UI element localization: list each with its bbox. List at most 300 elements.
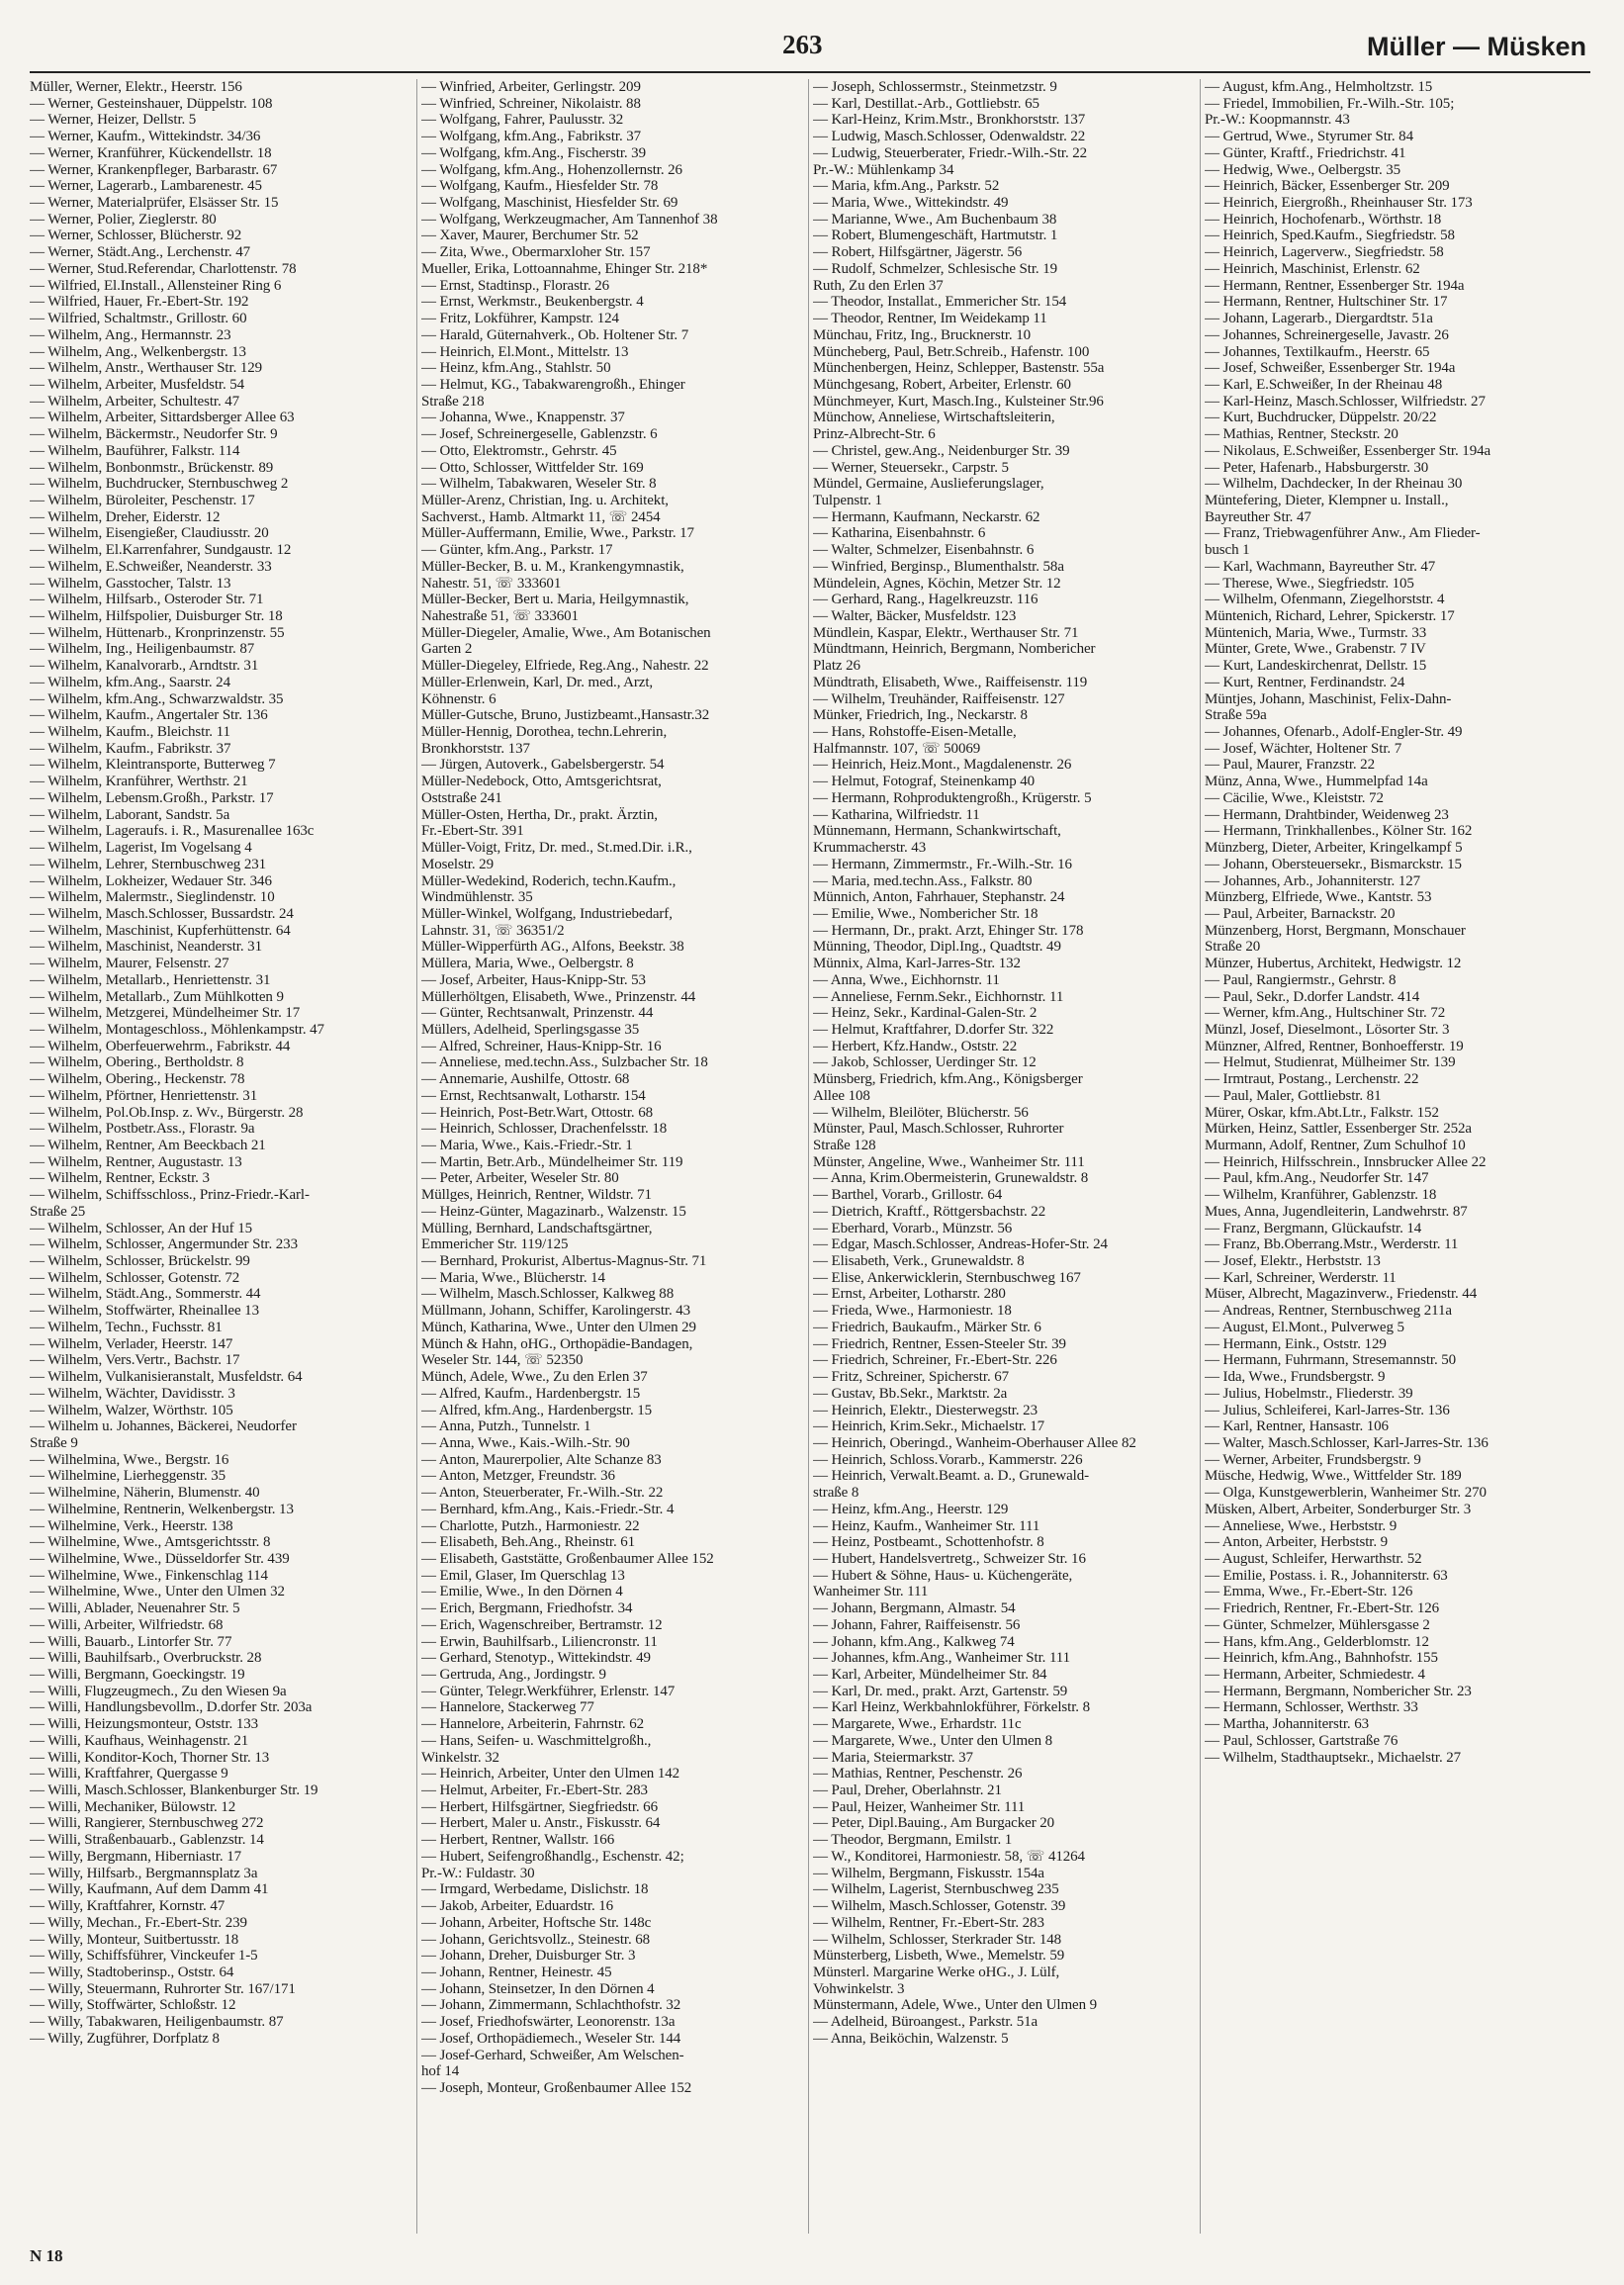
directory-entry: — Andreas, Rentner, Sternbuschweg 211a bbox=[1205, 1303, 1452, 1320]
directory-entry: — Cäcilie, Wwe., Kleiststr. 72 bbox=[1205, 789, 1384, 806]
directory-entry: — Elisabeth, Gaststätte, Großenbaumer Allee 152 bbox=[421, 1550, 714, 1567]
directory-entry: — Wilhelm, Ang., Hermannstr. 23 bbox=[30, 326, 231, 343]
directory-entry: — Wilhelm, Ang., Welkenbergstr. 13 bbox=[30, 343, 246, 360]
directory-entry: — Heinrich, Eiergroßh., Rheinhauser Str. 173 bbox=[1205, 195, 1473, 212]
directory-entry: — Anna, Wwe., Kais.-Wilh.-Str. 90 bbox=[421, 1434, 630, 1451]
directory-entry: — Wilhelm, Büroleiter, Peschenstr. 17 bbox=[30, 492, 255, 508]
directory-entry: Müller-Wipperfürth AG., Alfons, Beekstr. 38 bbox=[421, 939, 684, 956]
directory-entry: — Josef-Gerhard, Schweißer, Am Welschen- bbox=[421, 2047, 684, 2063]
directory-entry: — Anneliese, Wwe., Herbststr. 9 bbox=[1205, 1517, 1398, 1534]
directory-entry: Münchenbergen, Heinz, Schlepper, Bastenstr. 55a bbox=[813, 360, 1105, 377]
directory-entry: — Jakob, Schlosser, Uerdinger Str. 12 bbox=[813, 1054, 1037, 1071]
directory-entry: — Wilhelm, Anstr., Werthauser Str. 129 bbox=[30, 360, 263, 377]
directory-entry: — Werner, Materialprüfer, Elsässer Str. 15 bbox=[30, 195, 279, 212]
directory-entry: — Peter, Arbeiter, Weseler Str. 80 bbox=[421, 1170, 619, 1187]
directory-entry: — Irmgard, Werbedame, Dislichstr. 18 bbox=[421, 1881, 649, 1898]
directory-entry: — Wilhelm, Lagerist, Im Vogelsang 4 bbox=[30, 840, 252, 857]
directory-entry: — Willy, Stoffwärter, Schloßstr. 12 bbox=[30, 1997, 236, 2014]
directory-entry: — Hans, Seifen- u. Waschmittelgroßh., bbox=[421, 1732, 652, 1749]
page-number: 263 bbox=[782, 30, 823, 59]
directory-entry: — Hubert, Handelsvertretg., Schweizer Str. 16 bbox=[813, 1550, 1086, 1567]
directory-column-1 bbox=[30, 79, 411, 2234]
directory-entry: Münchgesang, Robert, Arbeiter, Erlenstr. 60 bbox=[813, 376, 1071, 393]
directory-entry: — Helmut, KG., Tabakwarengroßh., Ehinger bbox=[421, 376, 685, 393]
directory-entry: — August, Schleifer, Herwarthstr. 52 bbox=[1205, 1550, 1422, 1567]
directory-entry: Wanheimer Str. 111 bbox=[813, 1584, 929, 1600]
directory-entry: Müller-Arenz, Christian, Ing. u. Architekt, bbox=[421, 492, 669, 508]
directory-entry: Prinz-Albrecht-Str. 6 bbox=[813, 426, 936, 443]
directory-entry: — Julius, Schleiferei, Karl-Jarres-Str. 136 bbox=[1205, 1402, 1450, 1418]
directory-entry: — Maria, kfm.Ang., Parkstr. 52 bbox=[813, 178, 1000, 195]
directory-entry: — Wilhelm, Pförtner, Henriettenstr. 31 bbox=[30, 1087, 258, 1104]
directory-entry: Straße 9 bbox=[30, 1434, 78, 1451]
directory-entry: — Wilhelm, Schlosser, Sterkrader Str. 148 bbox=[813, 1931, 1062, 1948]
directory-entry: — Werner, Kaufm., Wittekindstr. 34/36 bbox=[30, 129, 261, 145]
directory-entry: — Wolfgang, kfm.Ang., Fischerstr. 39 bbox=[421, 144, 646, 161]
directory-entry: — Wolfgang, kfm.Ang., Hohenzollernstr. 26 bbox=[421, 161, 682, 178]
directory-entry: Münchow, Anneliese, Wirtschaftsleiterin, bbox=[813, 410, 1055, 426]
directory-entry: — Willi, Flugzeugmech., Zu den Wiesen 9a bbox=[30, 1683, 287, 1699]
directory-entry: — Anton, Metzger, Freundstr. 36 bbox=[421, 1468, 615, 1485]
directory-entry: — Heinrich, Post-Betr.Wart, Ottostr. 68 bbox=[421, 1104, 654, 1121]
directory-entry: — Therese, Wwe., Siegfriedstr. 105 bbox=[1205, 575, 1414, 592]
directory-entry: — Wilhelm, Ing., Heiligenbaumstr. 87 bbox=[30, 641, 255, 658]
directory-entry: Nahestraße 51, ☏ 333601 bbox=[421, 608, 579, 624]
directory-entry: — Wilhelm, Kanalvorarb., Arndtstr. 31 bbox=[30, 658, 259, 675]
directory-entry: — Joseph, Schlossermstr., Steinmetzstr. 9 bbox=[813, 79, 1057, 95]
directory-entry: — Wolfgang, Maschinist, Hiesfelder Str. 69 bbox=[421, 195, 678, 212]
directory-entry: — Winfried, Arbeiter, Gerlingstr. 209 bbox=[421, 79, 641, 95]
directory-entry: — Heinz, kfm.Ang., Heerstr. 129 bbox=[813, 1501, 1009, 1517]
directory-entry: — Willi, Rangierer, Sternbuschweg 272 bbox=[30, 1815, 264, 1832]
directory-entry: — Wolfgang, Fahrer, Paulusstr. 32 bbox=[421, 112, 624, 129]
directory-entry: Lahnstr. 31, ☏ 36351/2 bbox=[421, 922, 565, 939]
directory-entry: — Willy, Stadtoberinsp., Oststr. 64 bbox=[30, 1964, 234, 1980]
directory-column-2 bbox=[421, 79, 803, 2234]
directory-entry: — Johanna, Wwe., Knappenstr. 37 bbox=[421, 410, 625, 426]
directory-entry: — Joseph, Monteur, Großenbaumer Allee 152 bbox=[421, 2079, 692, 2096]
directory-entry: — Anna, Wwe., Eichhornstr. 11 bbox=[813, 971, 1000, 988]
directory-entry: — Friedrich, Rentner, Essen-Steeler Str. 39 bbox=[813, 1335, 1066, 1352]
directory-entry: — Willi, Bergmann, Goeckingstr. 19 bbox=[30, 1667, 245, 1683]
directory-entry: — Annemarie, Aushilfe, Ottostr. 68 bbox=[421, 1071, 630, 1088]
directory-entry: — Gertrud, Wwe., Styrumer Str. 84 bbox=[1205, 129, 1413, 145]
directory-entry: Münsterberg, Lisbeth, Wwe., Memelstr. 59 bbox=[813, 1948, 1065, 1965]
directory-entry: Mündelein, Agnes, Köchin, Metzer Str. 12 bbox=[813, 575, 1061, 592]
directory-entry: Weseler Str. 144, ☏ 52350 bbox=[421, 1352, 584, 1369]
directory-entry: — Heinrich, Oberingd., Wanheim-Oberhauser Allee 82 bbox=[813, 1434, 1136, 1451]
directory-entry: — Wilhelm, Masch.Schlosser, Gotenstr. 39 bbox=[813, 1898, 1066, 1915]
directory-entry: — Hermann, Arbeiter, Schmiedestr. 4 bbox=[1205, 1667, 1425, 1683]
directory-entry: — Hermann, Drahtbinder, Weidenweg 23 bbox=[1205, 806, 1449, 823]
directory-entry: — Wilhelm, Arbeiter, Musfeldstr. 54 bbox=[30, 376, 245, 393]
directory-entry: — Hermann, Eink., Oststr. 129 bbox=[1205, 1335, 1387, 1352]
directory-entry: Moselstr. 29 bbox=[421, 856, 494, 872]
directory-entry: — Alfred, Schreiner, Haus-Knipp-Str. 16 bbox=[421, 1038, 662, 1054]
directory-entry: — Adelheid, Büroangest., Parkstr. 51a bbox=[813, 2014, 1038, 2031]
directory-entry: — Werner, Städt.Ang., Lerchenstr. 47 bbox=[30, 244, 251, 261]
directory-entry: — Günter, Telegr.Werkführer, Erlenstr. 147 bbox=[421, 1683, 676, 1699]
directory-entry: — Wilhelmine, Näherin, Blumenstr. 40 bbox=[30, 1485, 260, 1502]
directory-entry: — Karl, Schreiner, Werderstr. 11 bbox=[1205, 1269, 1397, 1286]
directory-entry: Müsche, Hedwig, Wwe., Wittfelder Str. 189 bbox=[1205, 1468, 1462, 1485]
directory-entry: Krummacherstr. 43 bbox=[813, 840, 927, 857]
directory-entry: — Karl, Dr. med., prakt. Arzt, Gartenstr. 59 bbox=[813, 1683, 1068, 1699]
directory-entry: — Werner, Heizer, Dellstr. 5 bbox=[30, 112, 197, 129]
directory-entry: Winkelstr. 32 bbox=[421, 1749, 499, 1766]
directory-entry: — Wilhelm, Vulkanisieranstalt, Musfeldstr. 64 bbox=[30, 1369, 303, 1386]
directory-entry: Bayreuther Str. 47 bbox=[1205, 508, 1311, 525]
directory-entry: Müller, Werner, Elektr., Heerstr. 156 bbox=[30, 79, 242, 95]
directory-entry: — Willy, Hilfsarb., Bergmannsplatz 3a bbox=[30, 1865, 258, 1881]
directory-entry: — Werner, Schlosser, Blücherstr. 92 bbox=[30, 228, 242, 244]
directory-entry: — Johann, Bergmann, Almastr. 54 bbox=[813, 1600, 1016, 1617]
directory-entry: — Johannes, Arb., Johanniterstr. 127 bbox=[1205, 872, 1421, 889]
directory-entry: Münster, Paul, Masch.Schlosser, Ruhrorter bbox=[813, 1121, 1064, 1138]
directory-entry: — Nikolaus, E.Schweißer, Essenberger Str. 194a bbox=[1205, 442, 1491, 459]
directory-entry: — Karl, Wachmann, Bayreuther Str. 47 bbox=[1205, 558, 1436, 575]
directory-entry: — Gerhard, Stenotyp., Wittekindstr. 49 bbox=[421, 1650, 651, 1667]
directory-entry: — Hedwig, Wwe., Oelbergstr. 35 bbox=[1205, 161, 1401, 178]
directory-entry: — Margarete, Wwe., Erhardstr. 11c bbox=[813, 1716, 1022, 1733]
directory-entry: — Anna, Krim.Obermeisterin, Grunewaldstr. 8 bbox=[813, 1170, 1089, 1187]
directory-entry: Münz, Anna, Wwe., Hummelpfad 14a bbox=[1205, 774, 1428, 790]
directory-entry: — Wilhelm, Bäckermstr., Neudorfer Str. 9 bbox=[30, 426, 278, 443]
directory-entry: — Julius, Hobelmstr., Fliederstr. 39 bbox=[1205, 1385, 1413, 1402]
directory-entry: — Wilhelmine, Rentnerin, Welkenbergstr. 13 bbox=[30, 1501, 294, 1517]
directory-entry: — Paul, Heizer, Wanheimer Str. 111 bbox=[813, 1798, 1026, 1815]
directory-entry: — Hans, Rohstoffe-Eisen-Metalle, bbox=[813, 724, 1017, 741]
directory-entry: — Wilhelm, Walzer, Wörthstr. 105 bbox=[30, 1402, 233, 1418]
page-header bbox=[0, 0, 1624, 73]
directory-entry: Pr.-W.: Mühlenkamp 34 bbox=[813, 161, 954, 178]
directory-entry: — Werner, kfm.Ang., Hultschiner Str. 72 bbox=[1205, 1005, 1446, 1022]
directory-entry: Straße 128 bbox=[813, 1138, 876, 1153]
directory-entry: — Hubert & Söhne, Haus- u. Küchengeräte, bbox=[813, 1567, 1073, 1584]
directory-entry: — Willy, Bergmann, Hiberniastr. 17 bbox=[30, 1848, 242, 1865]
directory-entry: — Josef, Arbeiter, Haus-Knipp-Str. 53 bbox=[421, 971, 646, 988]
directory-entry: Mürer, Oskar, kfm.Abt.Ltr., Falkstr. 152 bbox=[1205, 1104, 1439, 1121]
directory-entry: — Wilhelm, Stoffwärter, Rheinallee 13 bbox=[30, 1303, 259, 1320]
directory-entry: — Wilhelm, Kleintransporte, Butterweg 7 bbox=[30, 757, 276, 774]
directory-entry: — Martha, Johanniterstr. 63 bbox=[1205, 1716, 1370, 1733]
directory-entry: — Anna, Putzh., Tunnelstr. 1 bbox=[421, 1418, 591, 1435]
directory-entry: — Wilhelm, Maurer, Felsenstr. 27 bbox=[30, 956, 229, 972]
directory-entry: — Wilhelm, Kaufm., Bleichstr. 11 bbox=[30, 724, 230, 741]
directory-entry: — Josef, Orthopädiemech., Weseler Str. 144 bbox=[421, 2030, 681, 2047]
directory-entry: — Wilhelm, Dachdecker, In der Rheinau 30 bbox=[1205, 476, 1463, 493]
directory-entry: — Günter, kfm.Ang., Parkstr. 17 bbox=[421, 542, 613, 559]
directory-entry: — Hermann, Fuhrmann, Stresemannstr. 50 bbox=[1205, 1352, 1457, 1369]
directory-entry: — Wilhelm, Obering., Heckenstr. 78 bbox=[30, 1071, 245, 1088]
directory-entry: — Paul, Maler, Gottliebstr. 81 bbox=[1205, 1087, 1382, 1104]
directory-entry: — Hans, kfm.Ang., Gelderblomstr. 12 bbox=[1205, 1633, 1429, 1650]
directory-entry: — Johann, Fahrer, Raiffeisenstr. 56 bbox=[813, 1616, 1021, 1633]
directory-entry: — Wilhelm, Montageschloss., Möhlenkampstr. 47 bbox=[30, 1021, 324, 1038]
directory-entry: Müller-Erlenwein, Karl, Dr. med., Arzt, bbox=[421, 674, 654, 690]
directory-entry: — Wilfried, Hauer, Fr.-Ebert-Str. 192 bbox=[30, 294, 249, 311]
sheet-mark: N 18 bbox=[30, 2246, 63, 2265]
directory-entry: — Robert, Blumengeschäft, Hartmutstr. 1 bbox=[813, 228, 1058, 244]
directory-entry: — August, kfm.Ang., Helmholtzstr. 15 bbox=[1205, 79, 1433, 95]
directory-entry: — Hermann, Rentner, Essenberger Str. 194a bbox=[1205, 277, 1465, 294]
directory-entry: — Margarete, Wwe., Unter den Ulmen 8 bbox=[813, 1732, 1053, 1749]
directory-entry: — Willi, Ablader, Neuenahrer Str. 5 bbox=[30, 1600, 240, 1617]
column-divider bbox=[416, 79, 417, 2234]
directory-entry: Tulpenstr. 1 bbox=[813, 492, 882, 508]
directory-entry: Mündtmann, Heinrich, Bergmann, Nombericher bbox=[813, 641, 1096, 658]
directory-entry: — Wilhelm, Stadthauptsekr., Michaelstr. 27 bbox=[1205, 1749, 1462, 1766]
directory-entry: — Anneliese, med.techn.Ass., Sulzbacher Str. 18 bbox=[421, 1054, 708, 1071]
directory-entry: — Paul, Sekr., D.dorfer Landstr. 414 bbox=[1205, 988, 1420, 1005]
directory-entry: — August, El.Mont., Pulverweg 5 bbox=[1205, 1319, 1404, 1335]
directory-entry: Straße 25 bbox=[30, 1203, 86, 1220]
directory-entry: — Josef, Friedhofswärter, Leonorenstr. 13a bbox=[421, 2014, 676, 2031]
directory-entry: — Günter, Schmelzer, Mühlersgasse 2 bbox=[1205, 1616, 1430, 1633]
directory-entry: Münstermann, Adele, Wwe., Unter den Ulmen 9 bbox=[813, 1997, 1098, 2014]
directory-entry: — Wilhelm, Städt.Ang., Sommerstr. 44 bbox=[30, 1286, 261, 1303]
directory-entry: — Franz, Bb.Oberrang.Mstr., Werderstr. 11 bbox=[1205, 1236, 1459, 1253]
directory-entry: — Wilhelm, Lehrer, Sternbuschweg 231 bbox=[30, 856, 267, 872]
directory-entry: — Franz, Bergmann, Glückaufstr. 14 bbox=[1205, 1220, 1422, 1236]
directory-entry: — Karl, E.Schweißer, In der Rheinau 48 bbox=[1205, 376, 1443, 393]
directory-entry: — Olga, Kunstgewerblerin, Wanheimer Str. 270 bbox=[1205, 1485, 1487, 1502]
directory-entry: — Theodor, Bergmann, Emilstr. 1 bbox=[813, 1832, 1013, 1849]
directory-entry: — Erwin, Bauhilfsarb., Liliencronstr. 11 bbox=[421, 1633, 658, 1650]
directory-entry: — Josef, Elektr., Herbststr. 13 bbox=[1205, 1253, 1381, 1270]
directory-entry: — Wilhelm, Maschinist, Neanderstr. 31 bbox=[30, 939, 262, 956]
directory-entry: — Ernst, Stadtinsp., Florastr. 26 bbox=[421, 277, 610, 294]
directory-entry: Mülling, Bernhard, Landschaftsgärtner, bbox=[421, 1220, 653, 1236]
directory-entry: — Josef, Wächter, Holtener Str. 7 bbox=[1205, 740, 1402, 757]
directory-entry: Pr.-W.: Fuldastr. 30 bbox=[421, 1865, 535, 1881]
directory-entry: — Willi, Mechaniker, Bülowstr. 12 bbox=[30, 1798, 236, 1815]
directory-entry: Müller-Becker, Bert u. Maria, Heilgymnastik, bbox=[421, 592, 689, 608]
directory-entry: — Hannelore, Arbeiterin, Fahrnstr. 62 bbox=[421, 1716, 644, 1733]
directory-entry: — Heinz, Postbeamt., Schottenhofstr. 8 bbox=[813, 1534, 1044, 1551]
directory-entry: Münchau, Fritz, Ing., Brucknerstr. 10 bbox=[813, 326, 1032, 343]
directory-entry: — Helmut, Kraftfahrer, D.dorfer Str. 322 bbox=[813, 1021, 1054, 1038]
directory-entry: — Paul, kfm.Ang., Neudorfer Str. 147 bbox=[1205, 1170, 1429, 1187]
directory-entry: Emmericher Str. 119/125 bbox=[421, 1236, 569, 1253]
directory-entry: — Helmut, Studienrat, Mülheimer Str. 139 bbox=[1205, 1054, 1456, 1071]
directory-entry: — Wilhelm, Lokheizer, Wedauer Str. 346 bbox=[30, 872, 272, 889]
directory-entry: — Wilhelm, Masch.Schlosser, Kalkweg 88 bbox=[421, 1286, 675, 1303]
directory-entry: Müller-Voigt, Fritz, Dr. med., St.med.Dir. i.R., bbox=[421, 840, 692, 857]
directory-entry: — Wilhelmine, Wwe., Unter den Ulmen 32 bbox=[30, 1584, 285, 1600]
directory-entry: — Fritz, Schreiner, Spicherstr. 67 bbox=[813, 1369, 1010, 1386]
directory-entry: — Xaver, Maurer, Berchumer Str. 52 bbox=[421, 228, 639, 244]
directory-entry: — Kurt, Landeskirchenrat, Dellstr. 15 bbox=[1205, 658, 1427, 675]
directory-entry: — Heinrich, Elektr., Diesterwegstr. 23 bbox=[813, 1402, 1038, 1418]
directory-entry: — Friedel, Immobilien, Fr.-Wilh.-Str. 105; bbox=[1205, 95, 1455, 112]
directory-entry: — Werner, Steuersekr., Carpstr. 5 bbox=[813, 459, 1009, 476]
directory-entry: — Wolfgang, kfm.Ang., Fabrikstr. 37 bbox=[421, 129, 642, 145]
directory-entry: Müntenich, Richard, Lehrer, Spickerstr. 17 bbox=[1205, 608, 1455, 624]
directory-entry: — Edgar, Masch.Schlosser, Andreas-Hofer-Str. 24 bbox=[813, 1236, 1108, 1253]
directory-entry: Münch, Adele, Wwe., Zu den Erlen 37 bbox=[421, 1369, 648, 1386]
directory-entry: — Charlotte, Putzh., Harmoniestr. 22 bbox=[421, 1517, 640, 1534]
directory-entry: — Wilhelm, Kranführer, Gablenzstr. 18 bbox=[1205, 1187, 1437, 1204]
directory-entry: — Hubert, Seifengroßhandlg., Eschenstr. 42; bbox=[421, 1848, 684, 1865]
directory-entry: — Johannes, Schreinergeselle, Javastr. 26 bbox=[1205, 326, 1449, 343]
directory-entry: straße 8 bbox=[813, 1485, 859, 1502]
directory-entry: — Wilhelm, Bleilöter, Blücherstr. 56 bbox=[813, 1104, 1029, 1121]
directory-entry: — Maria, Wwe., Kais.-Friedr.-Str. 1 bbox=[421, 1138, 633, 1153]
directory-entry: Allee 108 bbox=[813, 1087, 870, 1104]
directory-entry: — Karl-Heinz, Krim.Mstr., Bronkhorststr. 137 bbox=[813, 112, 1086, 129]
header-rule bbox=[30, 71, 1590, 73]
directory-entry: — Kurt, Buchdrucker, Düppelstr. 20/22 bbox=[1205, 410, 1437, 426]
directory-entry: — Wilhelm, Oberfeuerwehrm., Fabrikstr. 44 bbox=[30, 1038, 291, 1054]
directory-entry: — Willi, Straßenbauarb., Gablenzstr. 14 bbox=[30, 1832, 264, 1849]
directory-entry: — Walter, Schmelzer, Eisenbahnstr. 6 bbox=[813, 542, 1035, 559]
directory-entry: — Peter, Dipl.Bauing., Am Burgacker 20 bbox=[813, 1815, 1055, 1832]
directory-entry: — Jakob, Arbeiter, Eduardstr. 16 bbox=[421, 1898, 614, 1915]
directory-entry: — Dietrich, Kraftf., Röttgersbachstr. 22 bbox=[813, 1203, 1046, 1220]
directory-entry: Münnich, Anton, Fahrhauer, Stephanstr. 24 bbox=[813, 889, 1065, 906]
directory-entry: — Elise, Ankerwicklerin, Sternbuschweg 167 bbox=[813, 1269, 1081, 1286]
directory-entry: — Emma, Wwe., Fr.-Ebert-Str. 126 bbox=[1205, 1584, 1413, 1600]
directory-entry: — Hermann, Zimmermstr., Fr.-Wilh.-Str. 16 bbox=[813, 856, 1072, 872]
directory-entry: — Werner, Krankenpfleger, Barbarastr. 67 bbox=[30, 161, 278, 178]
directory-entry: — Johann, Steinsetzer, In den Dörnen 4 bbox=[421, 1980, 655, 1997]
directory-entry: — Herbert, Maler u. Anstr., Fiskusstr. 64 bbox=[421, 1815, 661, 1832]
directory-entry: Mueller, Erika, Lottoannahme, Ehinger Str. 218* bbox=[421, 260, 708, 277]
page-footer bbox=[0, 2240, 1624, 2280]
directory-entry: — Hannelore, Stackerweg 77 bbox=[421, 1699, 594, 1716]
directory-entry: — Wilhelm, Vers.Vertr., Bachstr. 17 bbox=[30, 1352, 240, 1369]
directory-entry: — Johann, kfm.Ang., Kalkweg 74 bbox=[813, 1633, 1015, 1650]
directory-entry: — Willi, Konditor-Koch, Thorner Str. 13 bbox=[30, 1749, 270, 1766]
directory-entry: Murmann, Adolf, Rentner, Zum Schulhof 10 bbox=[1205, 1138, 1466, 1153]
directory-entry: Müller-Diegeler, Amalie, Wwe., Am Botanischen bbox=[421, 624, 711, 641]
directory-columns bbox=[30, 79, 1590, 2234]
directory-entry: Müller-Osten, Hertha, Dr., prakt. Ärztin, bbox=[421, 806, 658, 823]
directory-entry: — Wilhelm, Masch.Schlosser, Bussardstr. 24 bbox=[30, 905, 294, 922]
directory-entry: — Wilhelm, Obering., Bertholdstr. 8 bbox=[30, 1054, 244, 1071]
directory-entry: — Willi, Bauhilfsarb., Overbruckstr. 28 bbox=[30, 1650, 262, 1667]
directory-entry: Sachverst., Hamb. Altmarkt 11, ☏ 2454 bbox=[421, 508, 661, 525]
directory-entry: Müllera, Maria, Wwe., Oelbergstr. 8 bbox=[421, 956, 634, 972]
directory-entry: — Paul, Dreher, Oberlahnstr. 21 bbox=[813, 1782, 1002, 1799]
directory-entry: — Wilhelm, kfm.Ang., Schwarzwaldstr. 35 bbox=[30, 690, 284, 707]
directory-entry: — Paul, Arbeiter, Barnackstr. 20 bbox=[1205, 905, 1396, 922]
directory-entry: — Willi, Kaufhaus, Weinhagenstr. 21 bbox=[30, 1732, 249, 1749]
directory-entry: Müncheberg, Paul, Betr.Schreib., Hafenstr. 100 bbox=[813, 343, 1090, 360]
directory-entry: — Bernhard, kfm.Ang., Kais.-Friedr.-Str. 4 bbox=[421, 1501, 675, 1517]
directory-entry: Münzl, Josef, Dieselmont., Lösorter Str. 3 bbox=[1205, 1021, 1450, 1038]
directory-entry: — Bernhard, Prokurist, Albertus-Magnus-Str. 71 bbox=[421, 1253, 707, 1270]
directory-entry: — Wolfgang, Werkzeugmacher, Am Tannenhof 38 bbox=[421, 211, 718, 228]
directory-entry: — Wilhelm, Treuhänder, Raiffeisenstr. 127 bbox=[813, 690, 1065, 707]
directory-entry: — Zita, Wwe., Obermarxloher Str. 157 bbox=[421, 244, 651, 261]
directory-entry: Müller-Wedekind, Roderich, techn.Kaufm., bbox=[421, 872, 677, 889]
directory-entry: — Maria, Steiermarkstr. 37 bbox=[813, 1749, 973, 1766]
directory-entry: — Peter, Hafenarb., Habsburgerstr. 30 bbox=[1205, 459, 1429, 476]
directory-entry: — Theodor, Installat., Emmericher Str. 154 bbox=[813, 294, 1067, 311]
directory-entry: — Wilhelm, Rentner, Fr.-Ebert-Str. 283 bbox=[813, 1914, 1044, 1931]
directory-entry: — Wilhelm, Buchdrucker, Sternbuschweg 2 bbox=[30, 476, 289, 493]
directory-entry: — Anneliese, Fernm.Sekr., Eichhornstr. 11 bbox=[813, 988, 1064, 1005]
directory-entry: — Wilhelm, Hilfspolier, Duisburger Str. 18 bbox=[30, 608, 283, 624]
directory-entry: — Johannes, kfm.Ang., Wanheimer Str. 111 bbox=[813, 1650, 1071, 1667]
directory-entry: — Paul, Schlosser, Gartstraße 76 bbox=[1205, 1732, 1398, 1749]
directory-entry: — Wilhelm u. Johannes, Bäckerei, Neudorfer bbox=[30, 1418, 297, 1435]
directory-entry: — Wilhelmine, Lierheggenstr. 35 bbox=[30, 1468, 226, 1485]
directory-entry: — Herbert, Hilfsgärtner, Siegfriedstr. 66 bbox=[421, 1798, 658, 1815]
directory-entry: — Wilhelmine, Wwe., Düsseldorfer Str. 439 bbox=[30, 1550, 290, 1567]
directory-entry: — Heinrich, Lagerverw., Siegfriedstr. 58 bbox=[1205, 244, 1444, 261]
directory-entry: — Wilhelm, Wächter, Davidisstr. 3 bbox=[30, 1385, 235, 1402]
directory-entry: Müllges, Heinrich, Rentner, Wildstr. 71 bbox=[421, 1187, 652, 1204]
directory-entry: — Fritz, Lokführer, Kampstr. 124 bbox=[421, 311, 619, 327]
directory-entry: Nahestr. 51, ☏ 333601 bbox=[421, 575, 562, 592]
directory-entry: Müntjes, Johann, Maschinist, Felix-Dahn- bbox=[1205, 690, 1452, 707]
directory-entry: — Willi, Arbeiter, Wilfriedstr. 68 bbox=[30, 1616, 224, 1633]
directory-entry: Müller-Nedebock, Otto, Amtsgerichtsrat, bbox=[421, 774, 662, 790]
directory-entry: — Wilhelm, Schlosser, Angermunder Str. 233 bbox=[30, 1236, 298, 1253]
directory-entry: — Wilhelm, Schlosser, An der Huf 15 bbox=[30, 1220, 252, 1236]
directory-entry: Windmühlenstr. 35 bbox=[421, 889, 533, 906]
directory-entry: — Maria, Wwe., Blücherstr. 14 bbox=[421, 1269, 605, 1286]
directory-entry: Münning, Theodor, Dipl.Ing., Quadtstr. 49 bbox=[813, 939, 1061, 956]
column-divider bbox=[1200, 79, 1201, 2234]
directory-entry: — Wilhelm, Lagerist, Sternbuschweg 235 bbox=[813, 1881, 1059, 1898]
directory-entry: — Wilhelm, Kranführer, Werthstr. 21 bbox=[30, 774, 248, 790]
directory-column-3 bbox=[813, 79, 1195, 2234]
directory-entry: — Heinrich, Verwalt.Beamt. a. D., Grunewald- bbox=[813, 1468, 1089, 1485]
directory-entry: — Gerhard, Rang., Hagelkreuzstr. 116 bbox=[813, 592, 1038, 608]
directory-entry: — Wilhelm, Arbeiter, Schultestr. 47 bbox=[30, 393, 240, 410]
directory-entry: — Emilie, Wwe., In den Dörnen 4 bbox=[421, 1584, 623, 1600]
directory-entry: Platz 26 bbox=[813, 658, 860, 675]
directory-entry: — Anton, Steuerberater, Fr.-Wilh.-Str. 22 bbox=[421, 1485, 664, 1502]
directory-entry: — Werner, Polier, Zieglerstr. 80 bbox=[30, 211, 217, 228]
directory-entry: — Johannes, Textilkaufm., Heerstr. 65 bbox=[1205, 343, 1430, 360]
directory-entry: — Karl, Destillat.-Arb., Gottliebstr. 65 bbox=[813, 95, 1039, 112]
directory-entry: — Wilhelm, Laborant, Sandstr. 5a bbox=[30, 806, 230, 823]
directory-entry: — Heinrich, Heiz.Mont., Magdalenenstr. 26 bbox=[813, 757, 1072, 774]
directory-entry: — Karl, Arbeiter, Mündelheimer Str. 84 bbox=[813, 1667, 1047, 1683]
directory-entry: Mündtrath, Elisabeth, Wwe., Raiffeisenstr. 119 bbox=[813, 674, 1088, 690]
directory-entry: — Willi, Handlungsbevollm., D.dorfer Str. 203a bbox=[30, 1699, 313, 1716]
directory-entry: — Friedrich, Rentner, Fr.-Ebert-Str. 126 bbox=[1205, 1600, 1440, 1617]
directory-entry: — Alfred, kfm.Ang., Hardenbergstr. 15 bbox=[421, 1402, 653, 1418]
directory-entry: — Heinrich, Hochofenarb., Wörthstr. 18 bbox=[1205, 211, 1442, 228]
directory-entry: — Walter, Masch.Schlosser, Karl-Jarres-Str. 136 bbox=[1205, 1434, 1489, 1451]
directory-entry: — Erich, Wagenschreiber, Bertramstr. 12 bbox=[421, 1616, 663, 1633]
directory-entry: — Wilhelm, Schiffsschloss., Prinz-Friedr.-Karl- bbox=[30, 1187, 310, 1204]
directory-entry: — Heinrich, Bäcker, Essenberger Str. 209 bbox=[1205, 178, 1450, 195]
directory-entry: — Maria, med.techn.Ass., Falkstr. 80 bbox=[813, 872, 1033, 889]
directory-entry: — Wilhelm, Kaufm., Fabrikstr. 37 bbox=[30, 740, 231, 757]
directory-column-4 bbox=[1205, 79, 1590, 2234]
directory-entry: — W., Konditorei, Harmoniestr. 58, ☏ 41264 bbox=[813, 1848, 1085, 1865]
directory-entry: Ruth, Zu den Erlen 37 bbox=[813, 277, 944, 294]
directory-entry: — Emilie, Postass. i. R., Johanniterstr. 63 bbox=[1205, 1567, 1448, 1584]
directory-entry: — Barthel, Vorarb., Grillostr. 64 bbox=[813, 1187, 1003, 1204]
directory-entry: Münzberg, Dieter, Arbeiter, Kringelkampf 5 bbox=[1205, 840, 1463, 857]
directory-entry: — Wilhelm, Maschinist, Kupferhüttenstr. 64 bbox=[30, 922, 291, 939]
directory-entry: — Wilhelm, Metallarb., Henriettenstr. 31 bbox=[30, 971, 271, 988]
directory-entry: — Johann, Obersteuersekr., Bismarckstr. 15 bbox=[1205, 856, 1462, 872]
directory-entry: — Wilhelmine, Verk., Heerstr. 138 bbox=[30, 1517, 233, 1534]
directory-entry: — Heinrich, Schlosser, Drachenfelsstr. 18 bbox=[421, 1121, 668, 1138]
directory-entry: — Johann, Dreher, Duisburger Str. 3 bbox=[421, 1948, 636, 1965]
directory-entry: — Theodor, Rentner, Im Weidekamp 11 bbox=[813, 311, 1047, 327]
running-head: Müller — Müsken bbox=[1366, 32, 1586, 61]
